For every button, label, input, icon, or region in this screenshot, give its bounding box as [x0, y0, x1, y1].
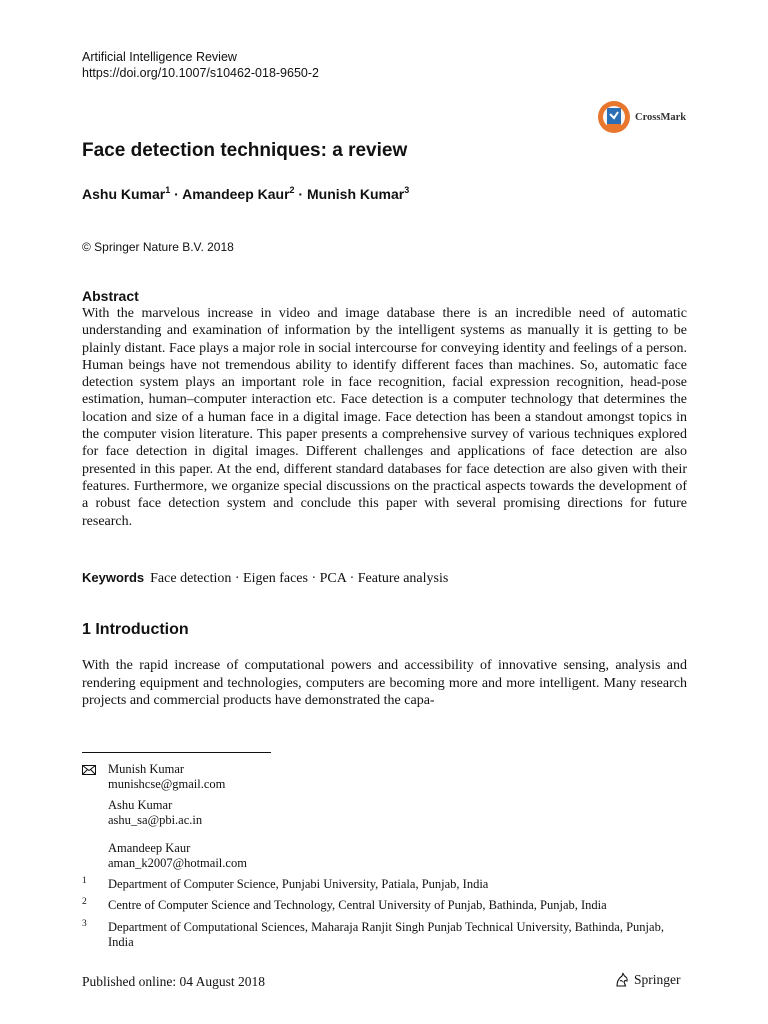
- author-name[interactable]: Munish Kumar: [307, 186, 405, 202]
- keywords-line: [82, 570, 448, 587]
- keywords-label: Keywords: [82, 570, 145, 585]
- springer-logo: [614, 972, 681, 988]
- published-date: Published online: 04 August 2018: [82, 974, 266, 989]
- author-name[interactable]: Ashu Kumar: [82, 186, 166, 202]
- author-affiliation-marker: 3: [404, 185, 410, 195]
- crossmark-icon: [596, 99, 632, 135]
- contact-email[interactable]: munishcse@gmail.com: [108, 777, 226, 791]
- contact-name: Ashu Kumar: [108, 798, 173, 812]
- contact-entry: [108, 762, 225, 792]
- mail-icon: [82, 765, 96, 775]
- affiliation-number: 1: [82, 876, 87, 886]
- contact-email[interactable]: ashu_sa@pbi.ac.in: [108, 813, 203, 827]
- contact-name: Munish Kumar: [108, 762, 185, 776]
- author-affiliation-marker: 1: [165, 185, 171, 195]
- crossmark-label: CrossMark: [635, 111, 687, 123]
- affiliation-text: Department of Computer Science, Punjabi University, Patiala, Punjab, India: [108, 877, 489, 891]
- introduction-text: With the rapid increase of computational powers and accessibility of innovative sensing, analysis and rendering equipment and technologies, computers are becoming more and more intelligent. Many research projects and commercial products have demonstrated the capa-: [82, 658, 687, 708]
- abstract-text: With the marvelous increase in video and image database there is an incredible need of automatic understanding and examination of information by the intelligent systems as manually it is getting to be plainly distant. Face plays a major role in social intercourse for conveying identity and feelings of a person. Human beings have not tremendous ability to identify different faces than machines. So, automatic face detection system plays an important role in face recognition, facial expression recognition, head-pose estimation, human–computer interaction etc. Face detection is a computer technology that determines the location and size of a human face in a digital image. Face detection has been a standout amongst topics in the computer vision literature. This paper presents a comprehensive survey of various techniques explored for face detection in digital images. Different challenges and applications of face detection are also presented in this paper. At the end, different standard databases for face detection are also given with their features. Furthermore, we organize special discussions on the practical aspects towards the development of a robust face detection system and conclude this paper with several promising directions for future research.: [82, 306, 687, 529]
- doi-link[interactable]: https://doi.org/10.1007/s10462-018-9650-2: [82, 66, 319, 80]
- affiliation-number: 2: [82, 897, 87, 907]
- journal-header: [82, 49, 319, 81]
- author-affiliation-marker: 2: [289, 185, 295, 195]
- author-separator: ·: [170, 186, 183, 202]
- abstract-heading: Abstract: [82, 288, 139, 304]
- paper-title: Face detection techniques: a review: [82, 140, 408, 161]
- contact-email[interactable]: aman_k2007@hotmail.com: [108, 856, 247, 870]
- affiliation-text: Centre of Computer Science and Technology, Central University of Punjab, Bathinda, Punjab, India: [108, 898, 607, 912]
- contact-entry: [108, 841, 247, 871]
- contact-entry: [108, 798, 202, 828]
- affiliation-text: Department of Computational Sciences, Maharaja Ranjit Singh Punjab Technical University, Bathinda, Punjab, India: [108, 920, 664, 949]
- footnote-divider: [82, 752, 271, 753]
- author-separator: ·: [294, 186, 307, 202]
- author-list: [82, 185, 409, 202]
- section-heading-introduction: 1 Introduction: [82, 621, 189, 638]
- keywords-text: Face detection · Eigen faces · PCA · Feature analysis: [150, 571, 449, 586]
- contact-name: Amandeep Kaur: [108, 841, 191, 855]
- copyright-notice: © Springer Nature B.V. 2018: [82, 240, 234, 254]
- crossmark-badge[interactable]: [596, 99, 686, 135]
- author-name[interactable]: Amandeep Kaur: [182, 186, 290, 202]
- journal-name: Artificial Intelligence Review: [82, 50, 237, 64]
- springer-horse-icon: [614, 972, 630, 988]
- publisher-name: Springer: [634, 972, 681, 987]
- affiliation-number: 3: [82, 919, 87, 929]
